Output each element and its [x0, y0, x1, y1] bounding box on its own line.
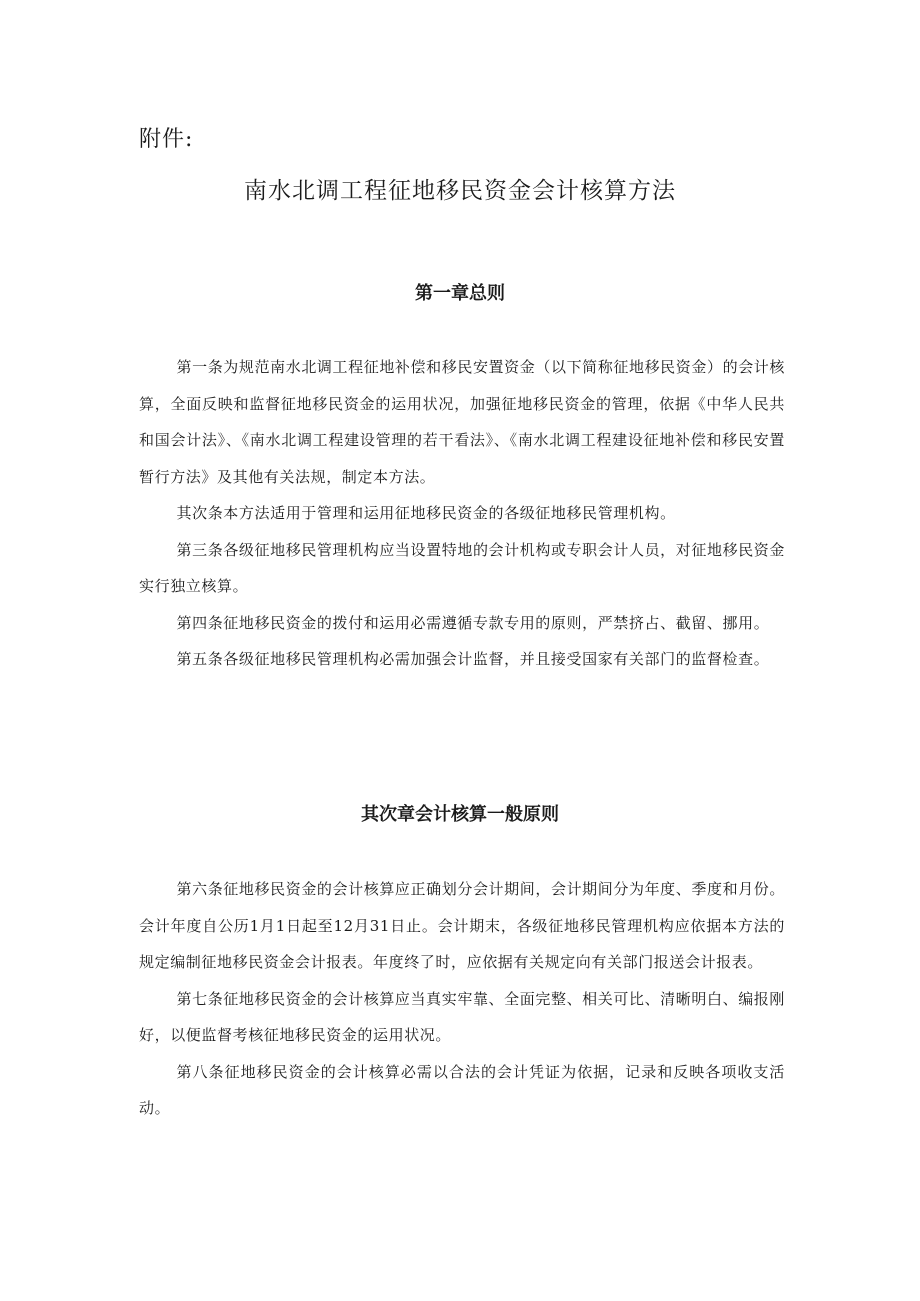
chapter-heading: 第一章总则	[415, 283, 505, 304]
article-5: 第五条各级征地移民管理机构必需加强会计监督，并且接受国家有关部门的监督检查。	[176, 650, 770, 668]
article-4: 第四条征地移民资金的拨付和运用必需遵循专款专用的原则，严禁挤占、截留、挪用。	[176, 613, 770, 632]
document-title: 南水北调工程征地移民资金会计核算方法	[244, 178, 676, 204]
article-6: 第六条征地移民资金的会计核算应正确划分会计期间，会计期间分为年度、季度和月份。会计年度自公历1月1日起至12月31日止。会计期末，各级征地移民管理机构应依据本方法的规定编制征地移民资金会计报表。年度终了时，应依据有关规定向有关部门报送会计报表。	[139, 880, 785, 971]
article-1: 第一条为规范南水北调工程征地补偿和移民安置资金（以下简称征地移民资金）的会计核算，全面反映和监督征地移民资金的运用状况，加强征地移民资金的管理，依据《中华人民共和国会计法》、《南水北调工程建设管理的若干看法》、《南水北调工程建设征地补偿和移民安置暂行方法》及其他有关法规，制定本方法。	[139, 358, 785, 486]
article-7: 第七条征地移民资金的会计核算应当真实牢靠、全面完整、相关可比、清晰明白、编报刚好，以便监督考核征地移民资金的运用状况。	[139, 989, 785, 1044]
chapter-1-body	[139, 349, 785, 678]
chapter-2-body	[139, 871, 785, 1127]
attachment-label: 附件:	[139, 127, 194, 152]
article-2: 其次条本方法适用于管理和运用征地移民资金的各级征地移民管理机构。	[176, 504, 676, 522]
article-3: 第三条各级征地移民管理机构应当设置特地的会计机构或专职会计人员，对征地移民资金实行独立核算。	[139, 540, 785, 595]
article-8: 第八条征地移民资金的会计核算必需以合法的会计凭证为依据，记录和反映各项收支活动。	[139, 1062, 785, 1117]
chapter-heading: 其次章会计核算一般原则	[361, 804, 559, 825]
